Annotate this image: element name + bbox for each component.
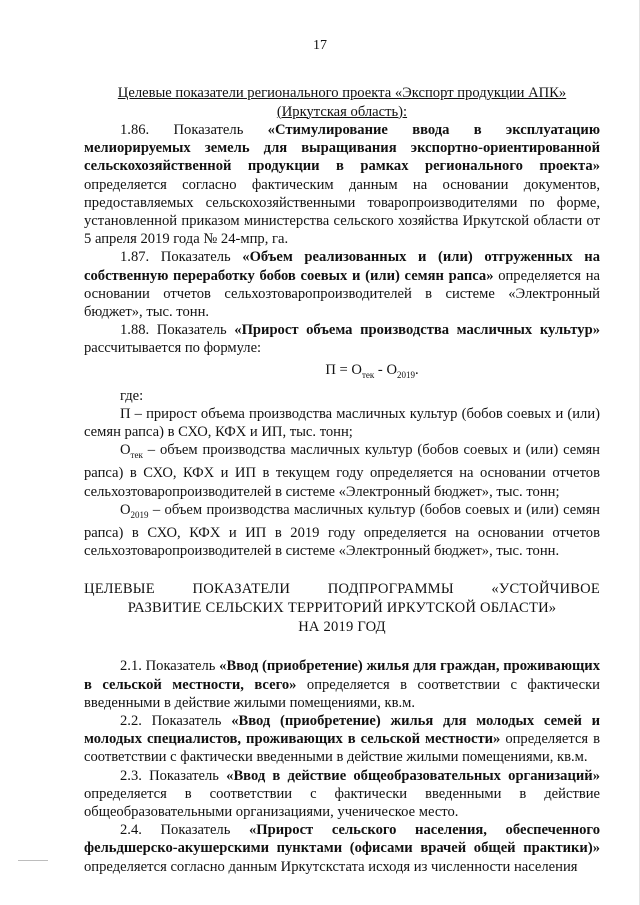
scan-artifact-line	[18, 860, 48, 861]
symbol: О	[120, 501, 131, 518]
paragraph-text: определяется на основании отчетов сельхозтоваропроизводителей в системе «Электронный бюджет», тыс. тонн.	[84, 267, 600, 321]
formula-end: .	[414, 361, 419, 378]
symbol-sub: тек	[130, 450, 143, 461]
section-title-line-2: РАЗВИТИЕ СЕЛЬСКИХ ТЕРРИТОРИЙ ИРКУТСКОЙ ОБЛАСТИ»	[127, 600, 557, 617]
paragraph-text: определяется согласно фактическим данным на основании документов, предоставляемых сельскохозяйственными товаропроизводителями по форме, установленной приказом министерства сельского хозяйства Иркутской области от 5 апреля 2019 года № 24-мпр, га.	[84, 176, 600, 248]
indicator-name: «Прирост объема производства масличных культур»	[234, 322, 600, 339]
paragraph-2-3	[84, 767, 600, 822]
indicator-name: «Объем реализованных и (или) отгруженных на собственную переработку бобов соевых и (или) семян рапса»	[84, 249, 601, 284]
paragraph-prefix: 2.3. Показатель	[120, 767, 227, 784]
indicator-name: «Стимулирование ввода в эксплуатацию мелиорируемых земель для выращивания экспортно-ориентированной сельскохозяйственной продукции в рамках регионального проекта»	[84, 122, 600, 175]
paragraph-prefix: 2.4. Показатель	[120, 822, 249, 839]
definition-p: П – прирост объема производства масличных культур (бобов соевых и (или) семян рапса) в СХО, КФХ и ИП, тыс. тонн;	[84, 405, 600, 441]
paragraph-prefix: 1.87. Показатель	[120, 249, 243, 266]
formula-sub-current: тек	[361, 369, 375, 380]
paragraph-1-86	[84, 121, 600, 248]
paragraph-2-1	[84, 657, 600, 712]
paragraph-prefix: 2.1. Показатель	[120, 658, 220, 675]
heading-line-1: Целевые показатели регионального проекта «Экспорт продукции АПК»	[117, 85, 567, 101]
regional-project-heading	[84, 84, 600, 121]
paragraph-text: рассчитывается по формуле:	[84, 340, 262, 357]
definition-text: – объем производства масличных культур (бобов соевых и (или) семян рапса) в СХО, КФХ и ИП в 2019 году определяется на основании отчетов сельхозтоваропроизводителей в системе «Электронный бюджет», тыс. тонн.	[84, 501, 600, 560]
paragraph-text: определяется в соответствии с фактически введенными в действие жилыми помещениями, кв.м.	[84, 731, 600, 766]
symbol: О	[120, 442, 131, 459]
indicator-name: «Ввод (приобретение) жилья для граждан, проживающих в сельской местности, всего»	[84, 658, 601, 693]
paragraph-prefix: 2.2. Показатель	[120, 713, 232, 729]
paragraph-1-88	[84, 321, 600, 357]
paragraph-text: определяется в соответствии с фактически введенными в действие общеобразовательными организациями, ученическое место.	[84, 785, 600, 821]
symbol-sub: 2019	[130, 509, 149, 520]
definition-text: – объем производства масличных культур (бобов соевых и (или) семян рапса) в СХО, КФХ и ИП в текущем году определяется на основании отчетов сельхозтоваропроизводителей в системе «Электронный бюджет», тыс. тонн;	[84, 442, 600, 500]
section-title-line-3: НА 2019 ГОД	[298, 619, 386, 636]
document-body	[84, 84, 600, 876]
formula-lhs: П = О	[325, 361, 362, 378]
growth-formula	[84, 361, 600, 384]
paragraph-2-2	[84, 712, 600, 767]
paragraph-prefix: 1.86. Показатель	[120, 122, 268, 138]
indicator-name: «Прирост сельского населения, обеспеченного фельдшерско-акушерскими пунктами (офисами врачей общей практики)»	[84, 822, 600, 857]
indicator-name: «Ввод (приобретение) жилья для молодых семей и молодых специалистов, проживающих в сельской местности»	[84, 713, 601, 748]
where-label: где:	[120, 387, 144, 404]
page-number: 17	[313, 38, 327, 53]
paragraph-1-87	[84, 248, 600, 321]
paragraph-text: определяется в соответствии с фактически введенными в действие жилыми помещениями, кв.м.	[84, 676, 600, 711]
subprogram-section-title	[84, 580, 600, 637]
paragraph-text: определяется согласно данным Иркутскстата исходя из численности населения	[84, 858, 578, 875]
indicator-name: «Ввод в действие общеобразовательных организаций»	[226, 767, 600, 784]
section-title-line-1: ЦЕЛЕВЫЕ ПОКАЗАТЕЛИ ПОДПРОГРАММЫ «УСТОЙЧИВОЕ	[84, 581, 600, 598]
heading-line-2: (Иркутская область):	[276, 103, 408, 120]
paragraph-2-4	[84, 821, 600, 876]
paragraph-prefix: 1.88. Показатель	[120, 322, 235, 339]
definition-o-2019	[84, 501, 600, 561]
definition-o-current	[84, 441, 600, 501]
formula-mid: - О	[374, 361, 397, 378]
formula-sub-2019: 2019	[396, 369, 415, 380]
